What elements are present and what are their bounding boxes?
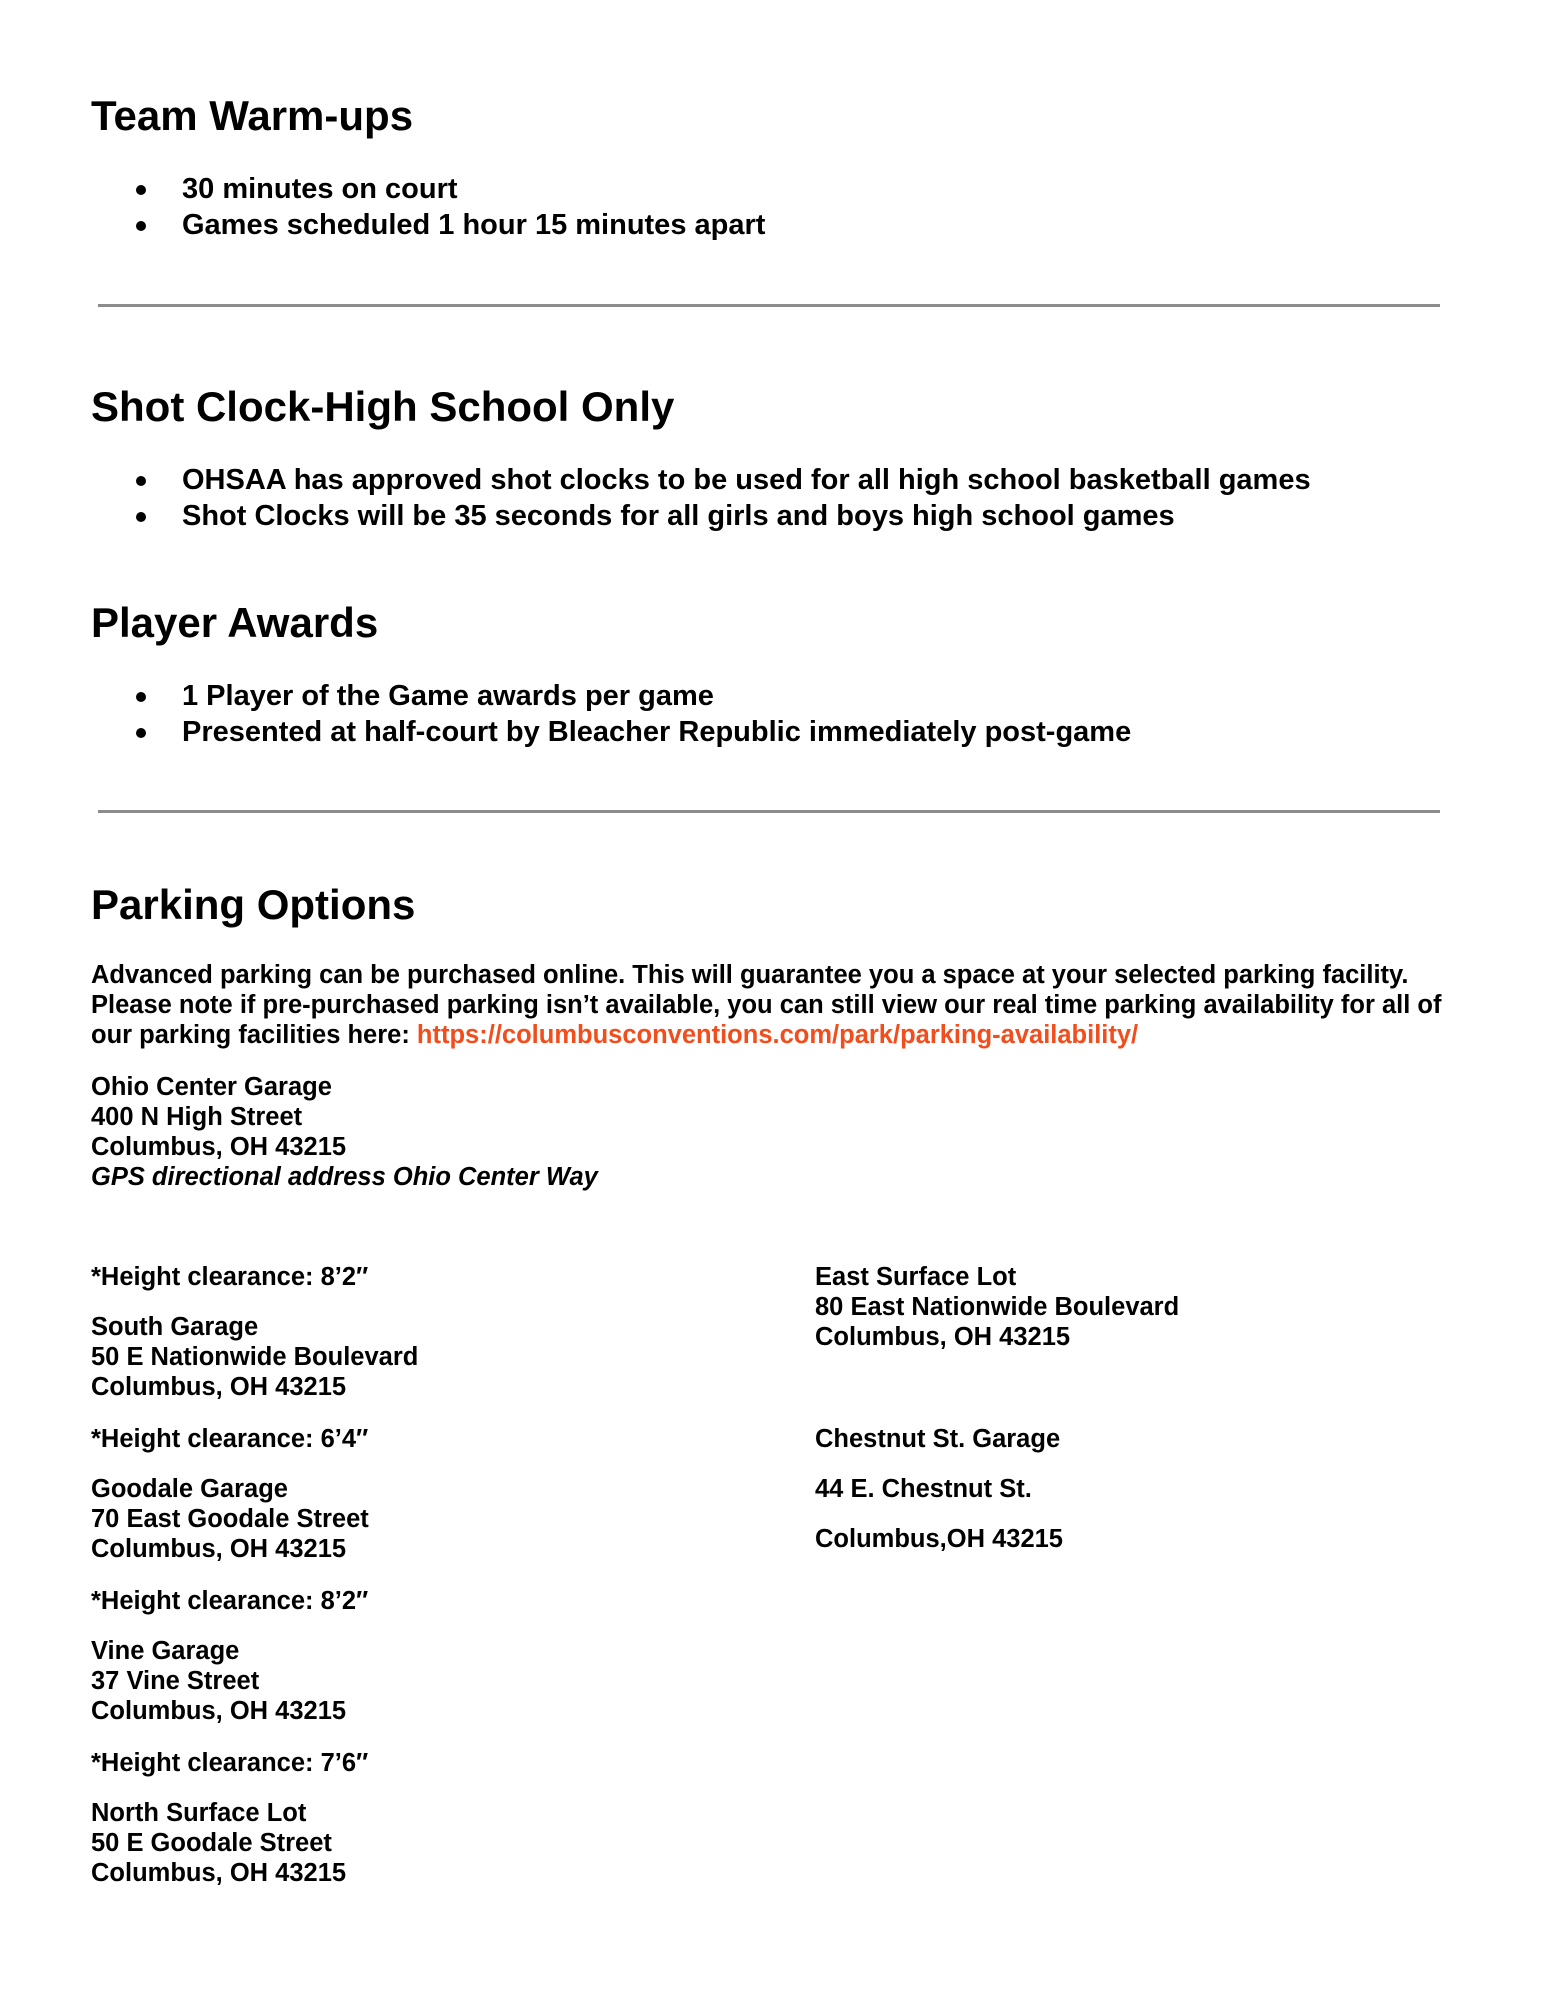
address-city: Columbus, OH 43215: [91, 1697, 347, 1725]
address-street: 400 N High Street: [91, 1103, 303, 1131]
bullet-icon: [136, 476, 146, 486]
address-name: North Surface Lot: [91, 1799, 307, 1827]
address-city: Columbus,OH 43215: [815, 1525, 1063, 1553]
height-clearance: *Height clearance: 6’4″: [91, 1425, 369, 1453]
address-name: South Garage: [91, 1313, 259, 1341]
section-title-warmups: Team Warm-ups: [91, 92, 414, 139]
parking-availability-link[interactable]: https://columbusconventions.com/park/parking-availability/: [416, 1021, 1139, 1049]
address-east-surface-lot: [815, 1262, 1179, 1352]
awards-list: [91, 678, 1131, 750]
address-city: Columbus, OH 43215: [815, 1323, 1071, 1351]
list-item: Games scheduled 1 hour 15 minutes apart: [91, 207, 765, 243]
address-city: Columbus, OH 43215: [91, 1535, 347, 1563]
address-street: 70 East Goodale Street: [91, 1505, 369, 1533]
list-item: Shot Clocks will be 35 seconds for all girls and boys high school games: [91, 498, 1311, 534]
bullet-icon: [136, 185, 146, 195]
bullet-icon: [136, 221, 146, 231]
bullet-icon: [136, 728, 146, 738]
address-south-garage: [91, 1312, 418, 1402]
bullet-icon: [136, 512, 146, 522]
address-north-surface-lot: [91, 1798, 346, 1888]
address-name: Ohio Center Garage: [91, 1073, 332, 1101]
address-goodale-garage: [91, 1474, 369, 1564]
list-item: Presented at half-court by Bleacher Republic immediately post-game: [91, 714, 1131, 750]
address-street: 50 E Nationwide Boulevard: [91, 1343, 419, 1371]
address-street: 44 E. Chestnut St.: [815, 1475, 1032, 1503]
height-clearance: *Height clearance: 7’6″: [91, 1749, 369, 1777]
address-city: Columbus, OH 43215: [91, 1133, 347, 1161]
height-clearance: *Height clearance: 8’2″: [91, 1263, 369, 1291]
address-vine-garage: [91, 1636, 346, 1726]
height-clearance: *Height clearance: 8’2″: [91, 1587, 369, 1615]
address-name: Goodale Garage: [91, 1475, 288, 1503]
address-name: East Surface Lot: [815, 1263, 1017, 1291]
address-city: Columbus, OH 43215: [91, 1859, 347, 1887]
address-street: 80 East Nationwide Boulevard: [815, 1293, 1180, 1321]
shot-clock-list: [91, 462, 1311, 534]
address-name: Vine Garage: [91, 1637, 240, 1665]
list-item: 30 minutes on court: [91, 171, 765, 207]
section-title-parking: Parking Options: [91, 881, 416, 928]
warmups-list: [91, 171, 765, 243]
parking-intro: Advanced parking can be purchased online. This will guarantee you a space at your selected parking facility. Please note if pre-purchased parking isn’t available, you can still view our real time parking availability for all of our parking facilities here: https://columbusconventions.com/park/parking-availability/: [91, 961, 1442, 1049]
address-street: 50 E Goodale Street: [91, 1829, 332, 1857]
address-city: Columbus, OH 43215: [91, 1373, 347, 1401]
list-item: OHSAA has approved shot clocks to be used for all high school basketball games: [91, 462, 1311, 498]
section-divider: [98, 304, 1440, 307]
section-title-awards: Player Awards: [91, 599, 379, 646]
bullet-icon: [136, 692, 146, 702]
address-name: Chestnut St. Garage: [815, 1425, 1061, 1453]
section-title-shot-clock: Shot Clock-High School Only: [91, 383, 675, 430]
address-chestnut-garage: [815, 1424, 1063, 1554]
address-ohio-center: [91, 1072, 598, 1192]
section-divider: [98, 810, 1440, 813]
address-street: 37 Vine Street: [91, 1667, 260, 1695]
gps-note: GPS directional address Ohio Center Way: [91, 1163, 598, 1191]
list-item: 1 Player of the Game awards per game: [91, 678, 1131, 714]
